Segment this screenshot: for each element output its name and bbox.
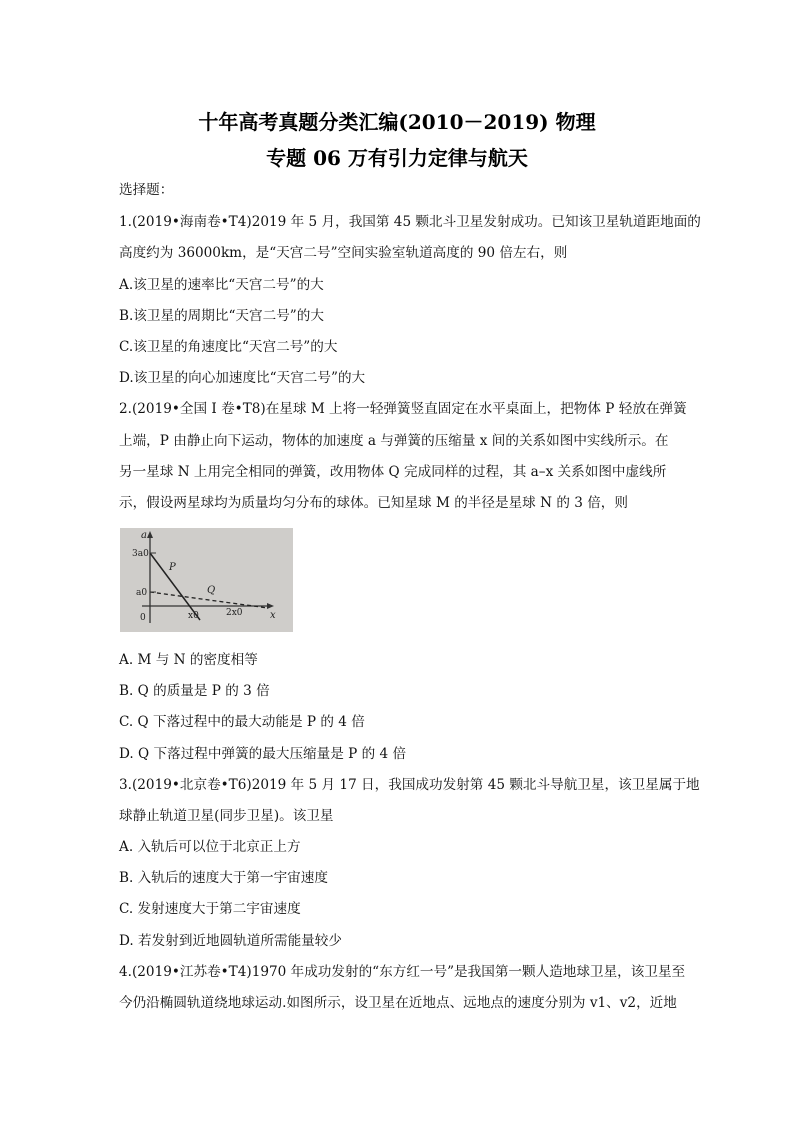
q2-line3: 另一星球 N 上用完全相同的弹簧，改用物体 Q 完成同样的过程，其 a–x 关系如图中虚线所 xyxy=(119,464,667,480)
q4-line2: 今仍沿椭圆轨道绕地球运动.如图所示，设卫星在近地点、远地点的速度分别为 v1、v2，近地 xyxy=(119,995,677,1011)
q2-line2: 上端，P 由静止向下运动，物体的加速度 a 与弹簧的压缩量 x 间的关系如图中实线所示。在 xyxy=(119,433,669,449)
q2-option-a: A. M 与 N 的密度相等 xyxy=(119,652,258,668)
q4-line1: 4.(2019•江苏卷•T4)1970 年成功发射的“东方红一号”是我国第一颗人造地球卫星，该卫星至 xyxy=(119,964,686,980)
a-axis-arrow xyxy=(147,531,153,538)
q1-option-c: C.该卫星的角速度比“天宫二号”的大 xyxy=(119,339,338,355)
q2-option-c: C. Q 下落过程中的最大动能是 P 的 4 倍 xyxy=(119,714,365,730)
q3-line2: 球静止轨道卫星(同步卫星)。该卫星 xyxy=(119,808,334,824)
section-label: 选择题： xyxy=(119,182,174,198)
label-2x0: 2x0 xyxy=(226,608,243,618)
doc-title: 十年高考真题分类汇编(2010－2019) 物理 xyxy=(198,110,596,134)
q2-option-d: D. Q 下落过程中弹簧的最大压缩量是 P 的 4 倍 xyxy=(119,746,407,762)
q1-option-a: A.该卫星的速率比“天宫二号”的大 xyxy=(119,277,324,293)
a-x-graph xyxy=(120,528,293,632)
label-a0: a0 xyxy=(136,588,148,598)
label-x: x xyxy=(270,610,276,621)
label-a: a xyxy=(141,530,147,541)
q2-line1: 2.(2019•全国 I 卷•T8)在星球 M 上将一轻弹簧竖直固定在水平桌面上，把物体 P 轻放在弹簧 xyxy=(119,401,687,417)
doc-subtitle: 专题 06 万有引力定律与航天 xyxy=(266,146,528,170)
q1-line1: 1.(2019•海南卷•T4)2019 年 5 月，我国第 45 颗北斗卫星发射成功。已知该卫星轨道距地面的 xyxy=(119,214,701,230)
label-origin: 0 xyxy=(140,613,146,623)
q3-option-d: D. 若发射到近地圆轨道所需能量较少 xyxy=(119,933,342,949)
q2-option-b: B. Q 的质量是 P 的 3 倍 xyxy=(119,683,270,699)
label-q: Q xyxy=(207,585,216,596)
q3-option-c: C. 发射速度大于第二宇宙速度 xyxy=(119,901,301,917)
q1-line2: 高度约为 36000km，是“天宫二号”空间实验室轨道高度的 90 倍左右，则 xyxy=(119,245,568,261)
q1-option-d: D.该卫星的向心加速度比“天宫二号”的大 xyxy=(119,370,366,386)
a-x-graph-figure xyxy=(120,528,293,632)
q3-option-b: B. 入轨后的速度大于第一宇宙速度 xyxy=(119,870,328,886)
q3-option-a: A. 入轨后可以位于北京正上方 xyxy=(119,839,301,855)
q3-line1: 3.(2019•北京卷•T6)2019 年 5 月 17 日，我国成功发射第 45 颗北斗导航卫星，该卫星属于地 xyxy=(119,777,700,793)
q1-option-b: B.该卫星的周期比“天宫二号”的大 xyxy=(119,308,324,324)
label-p: P xyxy=(169,562,176,573)
label-3a0: 3a0 xyxy=(132,549,149,559)
label-x0: x0 xyxy=(188,611,199,621)
q2-line4: 示，假设两星球均为质量均匀分布的球体。已知星球 M 的半径是星球 N 的 3 倍，则 xyxy=(119,495,628,511)
x-axis-arrow xyxy=(267,603,274,609)
